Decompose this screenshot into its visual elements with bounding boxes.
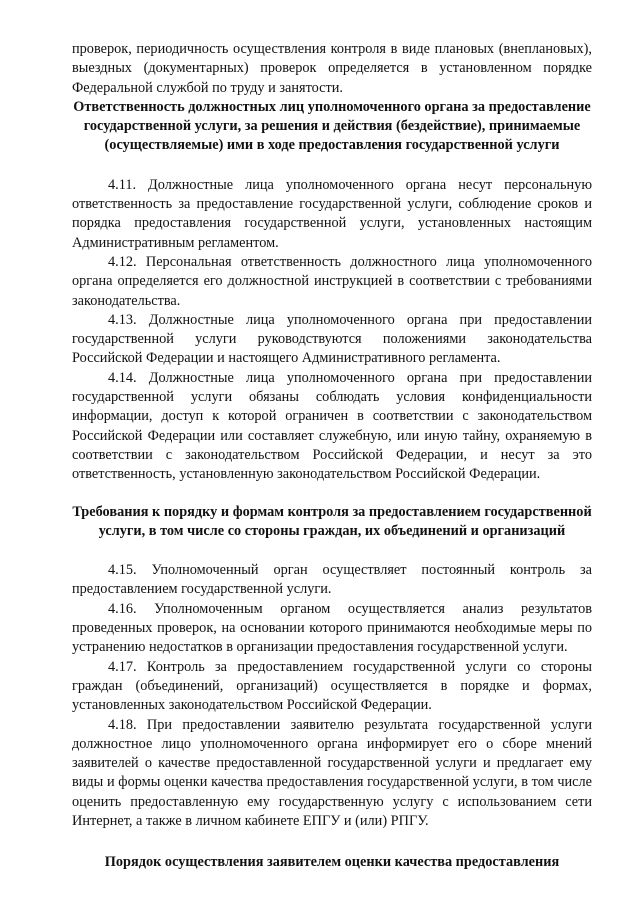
paragraph-4-17: 4.17. Контроль за предоставлением государственной услуги со стороны граждан (объединений, организаций) осуществляется в порядке и формах, установленных законодательством Российской Федерации.: [72, 658, 592, 714]
paragraph-4-15: 4.15. Уполномоченный орган осуществляет постоянный контроль за предоставлением государственной услуги.: [72, 562, 592, 598]
spacer: [72, 485, 592, 503]
paragraph-4-18: 4.18. При предоставлении заявителю результата государственной услуги должностное лицо уполномоченного органа информирует его о сборе мнений заявителей о качестве предоставленной государственной услуги и предлагает ему виды и формы оценки качества предоставления государственной услуги, в том числе оценить предоставленную ему государственную услугу с использованием сети Интернет, а также в личном кабинете ЕПГУ и (или) РПГУ.: [72, 716, 592, 829]
spacer: [72, 831, 592, 853]
section-heading-control-requirements: Требования к порядку и формам контроля за предоставлением государственной услуги, в том числе со стороны граждан, их объединений и организаций: [72, 503, 592, 539]
paragraph-4-13: 4.13. Должностные лица уполномоченного органа при предоставлении государственной услуги руководствуются положениями законодательства Российской Федерации и настоящего Административного регламента.: [72, 311, 592, 367]
spacer: [72, 156, 592, 176]
paragraph-4-11: 4.11. Должностные лица уполномоченного органа несут персональную ответственность за предоставление государственной услуги, соблюдение сроков и порядка предоставления государственной услуги, установленных настоящим Административным регламентом.: [72, 176, 592, 251]
intro-paragraph: проверок, периодичность осуществления контроля в виде плановых (внеплановых), выездных (документарных) проверок определяется в установленном порядке Федеральной службой по труду и занятости.: [72, 41, 592, 96]
section-heading-quality-assessment: Порядок осуществления заявителем оценки качества предоставления: [104, 854, 560, 871]
paragraph-4-16: 4.16. Уполномоченным органом осуществляется анализ результатов проведенных проверок, на основании которого принимаются необходимые меры по устранению недостатков в организации предоставления государственной услуги.: [72, 600, 592, 656]
paragraph-4-12: 4.12. Персональная ответственность должностного лица уполномоченного органа определяется его должностной инструкцией в соответствии с требованиями законодательства.: [72, 253, 592, 309]
paragraph-4-14: 4.14. Должностные лица уполномоченного органа при предоставлении государственной услуги обязаны соблюдать условия конфиденциальности информации, доступ к которой ограничен в соответствии с законодательством Российской Федерации или составляет служебную, или иную тайну, охраняемую в соответствии с законодательством Российской Федерации, и несут за это ответственность, установленную законодательством Российской Федерации.: [72, 369, 592, 483]
section-heading-responsibility: Ответственность должностных лиц уполномоченного органа за предоставление государственной услуги, за решения и действия (бездействие), принимаемые (осуществляемые) ими в ходе предоставления государственной услуги: [73, 98, 591, 154]
spacer: [72, 541, 592, 561]
